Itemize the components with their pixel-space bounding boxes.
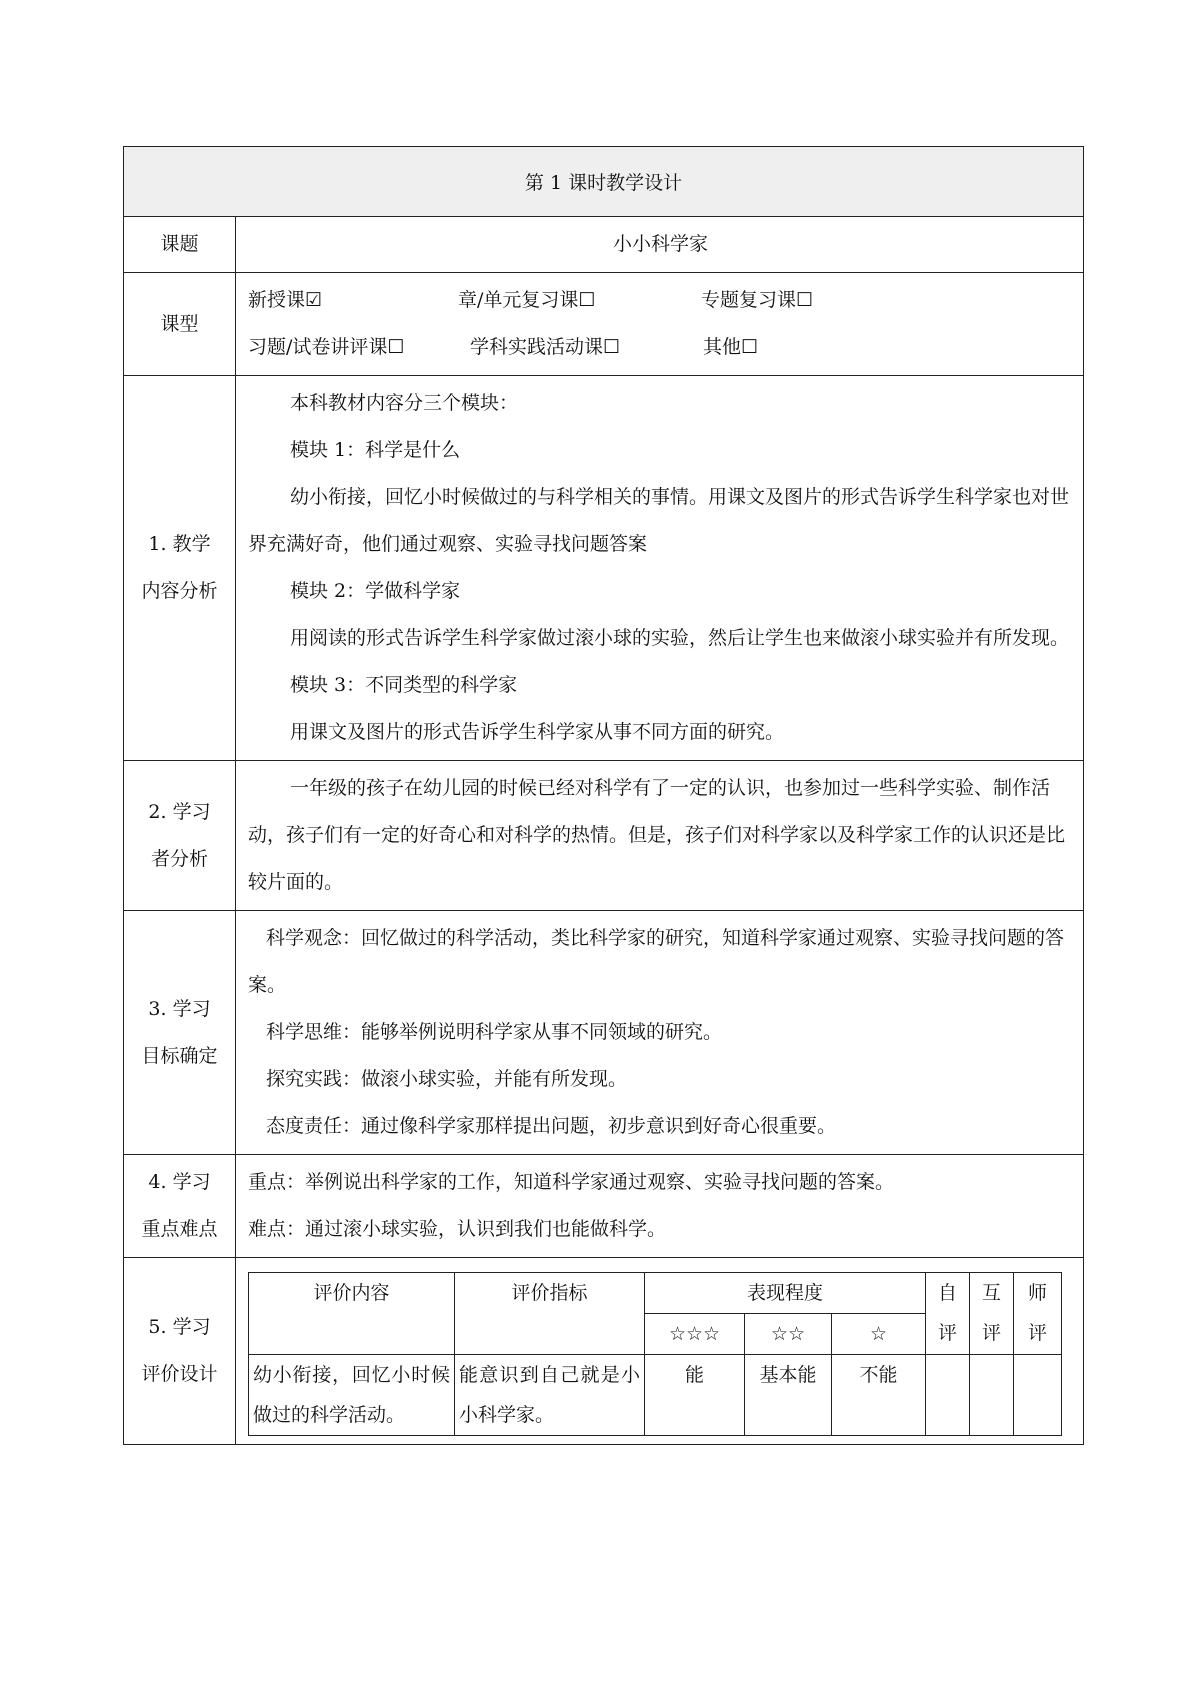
- content-paragraph: 用课文及图片的形式告诉学生科学家从事不同方面的研究。: [290, 721, 785, 743]
- eval-row-peer: [970, 1355, 1014, 1436]
- lesson-type-row-1: [248, 277, 1073, 324]
- content-analysis-text: [236, 376, 1084, 761]
- eval-header-self-1: 自: [938, 1282, 958, 1304]
- learner-analysis-paragraph: 一年级的孩子在幼儿园的时候已经对科学有了一定的认识，也参加过一些科学实验、制作活动，孩子们有一定的好奇心和对科学的热情。但是，孩子们对科学家以及科学家工作的认识还是比较片面的。: [248, 777, 1066, 893]
- learner-analysis-label-line2: 者分析: [150, 847, 208, 870]
- document-title: 第 1 课时教学设计: [124, 147, 1084, 217]
- eval-row-content: 幼小衔接，回忆小时候做过的科学活动。: [249, 1355, 455, 1436]
- key-points-label-line1: 4. 学习: [148, 1171, 211, 1193]
- eval-header-peer-2: 评: [982, 1322, 1002, 1344]
- eval-header-peer-1: 互: [982, 1282, 1002, 1304]
- eval-header-teacher-2: 评: [1028, 1322, 1048, 1344]
- eval-header-teacher: [1014, 1273, 1062, 1355]
- content-paragraph: 用阅读的形式告诉学生科学家做过滚小球的实验，然后让学生也来做滚小球实验并有所发现。: [290, 627, 1070, 649]
- eval-header-three-star: ☆☆☆: [645, 1314, 745, 1355]
- objective-item: 科学观念：回忆做过的科学活动，类比科学家的研究，知道科学家通过观察、实验寻找问题的答案。: [248, 927, 1065, 996]
- evaluation-label-line2: 评价设计: [141, 1363, 218, 1385]
- difficulty-point: 难点：通过滚小球实验，认识到我们也能做科学。: [248, 1218, 667, 1240]
- eval-header-self-2: 评: [938, 1322, 958, 1344]
- eval-row-teacher: [1014, 1355, 1062, 1436]
- eval-header-one-star: ☆: [832, 1314, 926, 1355]
- table-row: [249, 1355, 1062, 1436]
- content-paragraph: 模块 1：科学是什么: [290, 439, 461, 461]
- lesson-design-table: [123, 146, 1084, 1445]
- eval-header-peer: [970, 1273, 1014, 1355]
- evaluation-label-line1: 5. 学习: [148, 1316, 211, 1338]
- lesson-type-unit-review: 章/单元复习课☐: [458, 289, 596, 311]
- eval-row-indicator: 能意识到自己就是小小科学家。: [455, 1355, 645, 1436]
- objectives-text: [236, 911, 1084, 1155]
- content-analysis-label-line1: 1. 教学: [148, 533, 211, 555]
- lesson-type-new: 新授课☑: [248, 289, 323, 311]
- eval-row-three-star: 能: [645, 1355, 745, 1436]
- eval-header-indicator: 评价指标: [455, 1273, 645, 1355]
- eval-header-content: 评价内容: [249, 1273, 455, 1355]
- eval-header-two-star: ☆☆: [745, 1314, 832, 1355]
- eval-header-teacher-1: 师: [1028, 1282, 1048, 1304]
- topic-label: 课题: [124, 217, 236, 273]
- objectives-label-line1: 3. 学习: [148, 997, 211, 1020]
- content-paragraph: 幼小衔接，回忆小时候做过的与科学相关的事情。用课文及图片的形式告诉学生科学家也对世界充满好奇，他们通过观察、实验寻找问题答案: [248, 486, 1070, 555]
- lesson-type-options: [236, 273, 1084, 376]
- lesson-type-topic-review: 专题复习课☐: [701, 289, 814, 311]
- key-points-label-line2: 重点难点: [141, 1218, 218, 1240]
- evaluation-design: [236, 1258, 1084, 1445]
- evaluation-label: [124, 1258, 236, 1445]
- learner-analysis-text: [236, 761, 1084, 911]
- objective-item: 科学思维：能够举例说明科学家从事不同领域的研究。: [266, 1021, 723, 1043]
- content-analysis-label: [124, 376, 236, 761]
- lesson-type-label: 课型: [124, 273, 236, 376]
- content-paragraph: 模块 3：不同类型的科学家: [290, 674, 518, 696]
- objective-item: 态度责任：通过像科学家那样提出问题，初步意识到好奇心很重要。: [266, 1115, 837, 1137]
- topic-value: 小小科学家: [236, 217, 1084, 273]
- content-paragraph: 本科教材内容分三个模块：: [290, 392, 519, 414]
- learner-analysis-label-line1: 2. 学习: [148, 800, 211, 823]
- eval-row-two-star: 基本能: [745, 1355, 832, 1436]
- key-point: 重点：举例说出科学家的工作，知道科学家通过观察、实验寻找问题的答案。: [248, 1171, 895, 1193]
- eval-row-one-star: 不能: [832, 1355, 926, 1436]
- key-points-label: [124, 1155, 236, 1258]
- content-analysis-label-line2: 内容分析: [141, 580, 218, 602]
- eval-header-self: [926, 1273, 970, 1355]
- evaluation-table: [248, 1272, 1062, 1436]
- content-paragraph: 模块 2：学做科学家: [290, 580, 461, 602]
- learner-analysis-label: [124, 761, 236, 911]
- eval-header-performance: 表现程度: [645, 1273, 926, 1314]
- lesson-design-document: [123, 146, 1083, 1445]
- objectives-label: [124, 911, 236, 1155]
- lesson-type-row-2: [248, 324, 1073, 371]
- eval-row-self: [926, 1355, 970, 1436]
- lesson-type-practice-activity: 学科实践活动课☐: [470, 336, 621, 358]
- objectives-label-line2: 目标确定: [141, 1044, 218, 1067]
- lesson-type-other: 其他☐: [703, 336, 759, 358]
- key-points-text: [236, 1155, 1084, 1258]
- lesson-type-exercise-review: 习题/试卷讲评课☐: [248, 336, 405, 358]
- objective-item: 探究实践：做滚小球实验，并能有所发现。: [266, 1068, 628, 1090]
